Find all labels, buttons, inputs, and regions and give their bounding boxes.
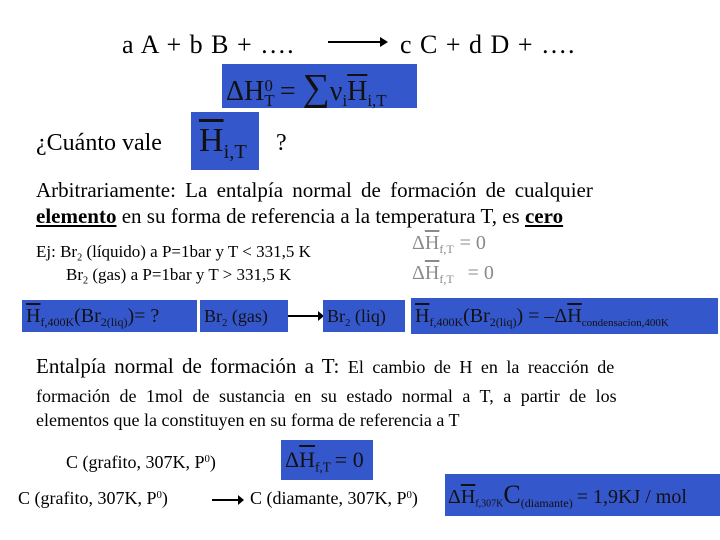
equals-sign: = bbox=[279, 76, 303, 108]
condensation-eq-box: $H_{f,400K}(Br_{2(liq)}) = -\Delta H_{condensacion,400K}$ bbox=[411, 298, 718, 334]
enthalpy-question-box: $H_{f,400K}(Br_{2(liq)})=$ ? bbox=[22, 300, 197, 332]
graphite-sup: 0 bbox=[204, 453, 210, 466]
sub-i: i bbox=[342, 91, 348, 111]
definition-line2: formación de 1mol de sustancia en su estado normal a T, a partir de los bbox=[36, 386, 617, 406]
definition-title: Entalpía normal de formación a T: bbox=[36, 354, 340, 378]
cond-sub3: condensacion,400K bbox=[581, 316, 669, 329]
diamond-right-sup: 0 bbox=[406, 489, 412, 502]
diamond-eq-C: C bbox=[503, 480, 521, 509]
br-liq-rest: (liq) bbox=[350, 306, 386, 326]
sum-symbol: ∑ bbox=[302, 67, 330, 110]
tq-eq: = ? bbox=[134, 305, 160, 327]
diamond-eq-Csub: (diamante) bbox=[520, 496, 573, 511]
definition-rest1: El cambio de H en la reacción de bbox=[339, 357, 615, 377]
question-text: ¿Cuánto vale bbox=[36, 130, 162, 156]
graphite-eq-box: $\Delta H_{f,T} = 0$ bbox=[281, 440, 373, 480]
nu-symbol: ν bbox=[329, 76, 343, 108]
diamond-left-label: C (grafito, 307K, P bbox=[18, 488, 157, 508]
graphite-close: ) bbox=[209, 452, 216, 472]
example-line1 bbox=[36, 242, 311, 264]
br-liq-sub: 2 bbox=[345, 316, 351, 329]
tq-sub2: 2(liq) bbox=[100, 315, 128, 330]
graphite-label: C (grafito, 307K, P bbox=[66, 452, 205, 472]
transition-arrow-icon bbox=[288, 309, 324, 323]
diamond-left-close: ) bbox=[161, 488, 168, 508]
graphite-eq-sub: f,T bbox=[315, 459, 331, 475]
cond-fsub: f,400K bbox=[429, 315, 464, 330]
definition-line3: elementos que la constituyen en su forma de referencia a T bbox=[36, 410, 460, 430]
example-rest2: (gas) a P=1bar y T > 331,5 K bbox=[88, 265, 292, 284]
hbar-letter: H bbox=[199, 122, 224, 159]
example-rest1: (líquido) a P=1bar y T < 331,5 K bbox=[82, 242, 311, 261]
example-lead2: Br bbox=[66, 265, 83, 284]
diamond-eq-val: = 1,9KJ / mol bbox=[576, 486, 687, 508]
example-sub2: 2 bbox=[83, 275, 89, 287]
cond-paren: (Br bbox=[463, 305, 490, 327]
diamond-right bbox=[250, 488, 418, 509]
diamond-arrow-icon bbox=[212, 494, 244, 506]
statement-line2 bbox=[36, 204, 563, 229]
reaction-arrow-icon bbox=[328, 34, 388, 50]
sup-0: 0 bbox=[264, 76, 273, 95]
diamond-right-close: ) bbox=[411, 488, 418, 508]
br-gas-rest: (gas) bbox=[227, 306, 268, 326]
cond-eq: ) = – bbox=[516, 305, 555, 327]
diamond-eq-sub: f,307K bbox=[475, 498, 504, 510]
statement-mid: en su forma de referencia a la temperatura T, es bbox=[116, 204, 525, 228]
statement-elemento: elemento bbox=[36, 204, 117, 228]
tq-sub: f,400K bbox=[40, 315, 75, 330]
example-lead: Ej: Br bbox=[36, 242, 78, 261]
br-liq-box bbox=[323, 300, 405, 332]
equation-sum-box bbox=[222, 64, 417, 111]
diamond-left-sup: 0 bbox=[156, 489, 162, 502]
ghost-eq1-val: = 0 bbox=[459, 232, 486, 254]
br-gas-label: Br bbox=[204, 306, 222, 326]
cond-sub2: 2(liq) bbox=[489, 315, 517, 330]
hbar-symbol: H bbox=[347, 76, 368, 108]
delta-h-symbol: ΔH bbox=[226, 76, 265, 108]
ghost-eq1: $\Delta H_{f,T} = 0$ bbox=[412, 232, 486, 257]
reaction-left: a A + b B + …. bbox=[122, 30, 295, 59]
diamond-right-label: C (diamante, 307K, P bbox=[250, 488, 407, 508]
question-mark: ? bbox=[276, 130, 287, 156]
graphite-text bbox=[66, 452, 216, 473]
sub-T: T bbox=[264, 91, 275, 111]
example-line2 bbox=[66, 265, 291, 287]
hbar-box bbox=[191, 112, 259, 170]
statement-line1: Arbitrariamente: La entalpía normal de formación de cualquier bbox=[36, 178, 593, 202]
sub-iT: i,T bbox=[367, 91, 387, 111]
ghost-eq2: $\Delta H_{f,T} = 0$ bbox=[412, 262, 494, 287]
statement-cero: cero bbox=[524, 204, 564, 228]
reaction-right: c C + d D + …. bbox=[400, 30, 576, 59]
diamond-eq-box: $\Delta H_{f,307K}C_{(diamante)} = 1,9KJ$ / mol bbox=[445, 474, 720, 516]
tq-paren: (Br bbox=[74, 305, 101, 327]
ghost-eq2-sub: f,T bbox=[439, 272, 454, 287]
definition-line1 bbox=[36, 354, 614, 379]
graphite-eq-val: = 0 bbox=[334, 447, 364, 472]
ghost-eq2-val: = 0 bbox=[467, 262, 494, 284]
diamond-left bbox=[18, 488, 168, 509]
example-sub1: 2 bbox=[77, 252, 83, 264]
ghost-eq1-sub: f,T bbox=[439, 242, 454, 257]
br-gas-box bbox=[200, 300, 288, 332]
br-gas-sub: 2 bbox=[222, 316, 228, 329]
hbar-sub: i,T bbox=[223, 141, 247, 164]
br-liq-label: Br bbox=[327, 306, 345, 326]
